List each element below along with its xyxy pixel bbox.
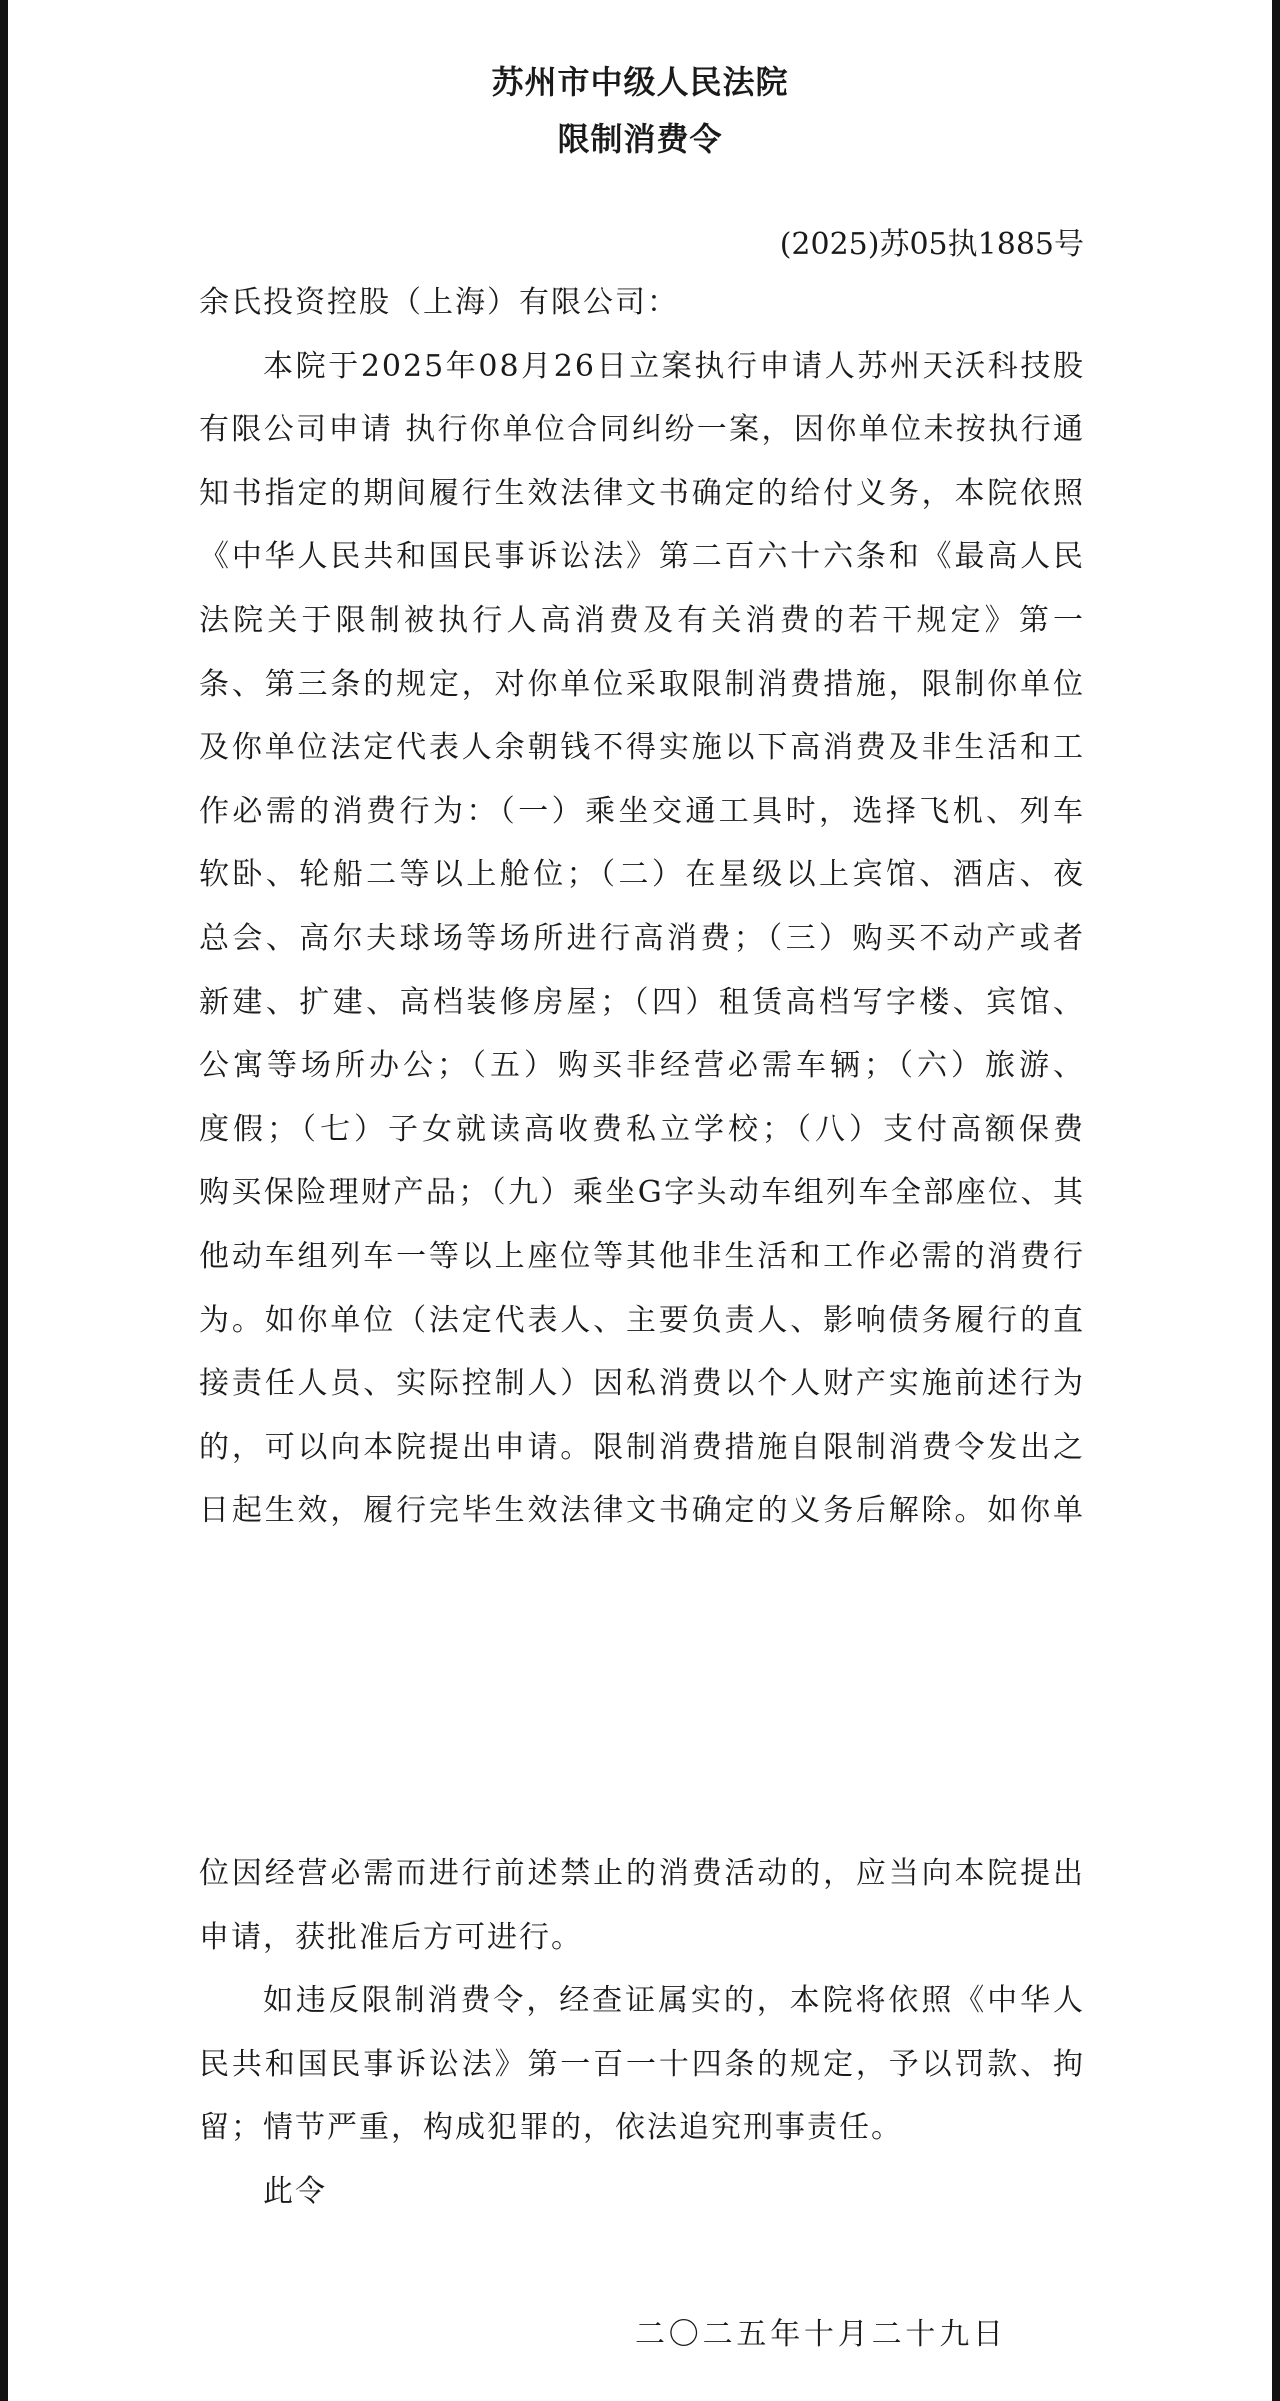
paragraph-1-line: 位因经营必需而进行前述禁止的消费活动的，应当向本院提出 xyxy=(199,1856,1085,1891)
paragraph-1-line: 度假；（七）子女就读高收费私立学校；（八）支付高额保费 xyxy=(199,1111,1085,1147)
paragraph-1-line: 知书指定的期间履行生效法律文书确定的给付义务，本院依照 xyxy=(199,475,1085,511)
issue-date: 二〇二五年十月二十九日 xyxy=(635,2317,1003,2352)
paragraph-1-line: 为。如你单位（法定代表人、主要负责人、影响债务履行的直 xyxy=(199,1302,1085,1338)
paragraph-1-line: 他动车组列车一等以上座位等其他非生活和工作必需的消费行 xyxy=(199,1238,1085,1274)
left-edge-border xyxy=(0,0,8,2401)
paragraph-1-line: 软卧、轮船二等以上舱位；（二）在星级以上宾馆、酒店、夜 xyxy=(199,857,1085,893)
paragraph-1-line: 接责任人员、实际控制人）因私消费以个人财产实施前述行为 xyxy=(199,1366,1085,1402)
paragraph-1-line: 申请，获批准后方可进行。 xyxy=(199,1919,583,1955)
closing-phrase: 此令 xyxy=(263,2173,327,2209)
paragraph-1-line: 公寓等场所办公；（五）购买非经营必需车辆；（六）旅游、 xyxy=(199,1048,1085,1084)
paragraph-1-line: 有限公司申请 执行你单位合同纠纷一案，因你单位未按执行通 xyxy=(199,412,1085,448)
document-body-upper xyxy=(199,271,1085,1543)
case-number: (2025)苏05执1885号 xyxy=(779,227,1084,262)
right-edge-border xyxy=(1272,0,1280,2401)
document-title: 限制消费令 xyxy=(557,120,723,158)
addressee: 余氏投资控股（上海）有限公司： xyxy=(199,285,679,320)
paragraph-1-line: 的，可以向本院提出申请。限制消费措施自限制消费令发出之 xyxy=(199,1429,1085,1465)
paragraph-1-line: 《中华人民共和国民事诉讼法》第二百六十六条和《最高人民 xyxy=(199,539,1085,575)
paragraph-1-line: 条、第三条的规定，对你单位采取限制消费措施，限制你单位 xyxy=(199,666,1085,702)
paragraph-1-line: 及你单位法定代表人余朝钱不得实施以下高消费及非生活和工 xyxy=(199,730,1085,766)
document-header xyxy=(0,55,1280,169)
paragraph-1-line: 购买保险理财产品；（九）乘坐G字头动车组列车全部座位、其 xyxy=(199,1175,1085,1211)
document-body-lower xyxy=(199,1842,1085,2224)
paragraph-2-line: 留；情节严重，构成犯罪的，依法追究刑事责任。 xyxy=(199,2110,903,2146)
paragraph-1-line: 日起生效，履行完毕生效法律文书确定的义务后解除。如你单 xyxy=(199,1493,1085,1529)
paragraph-2-line: 如违反限制消费令，经查证属实的，本院将依照《中华人 xyxy=(263,1983,1085,2019)
paragraph-1-line: 法院关于限制被执行人高消费及有关消费的若干规定》第一 xyxy=(199,602,1085,638)
court-name: 苏州市中级人民法院 xyxy=(491,63,789,101)
paragraph-1-line: 本院于2025年08月26日立案执行申请人苏州天沃科技股 xyxy=(263,348,1085,384)
paragraph-1-line: 总会、高尔夫球场等场所进行高消费；（三）购买不动产或者 xyxy=(199,920,1085,956)
paragraph-2-line: 民共和国民事诉讼法》第一百一十四条的规定，予以罚款、拘 xyxy=(199,2046,1085,2082)
paragraph-1-line: 作必需的消费行为：（一）乘坐交通工具时，选择飞机、列车 xyxy=(199,793,1085,829)
paragraph-1-line: 新建、扩建、高档装修房屋；（四）租赁高档写字楼、宾馆、 xyxy=(199,984,1085,1020)
